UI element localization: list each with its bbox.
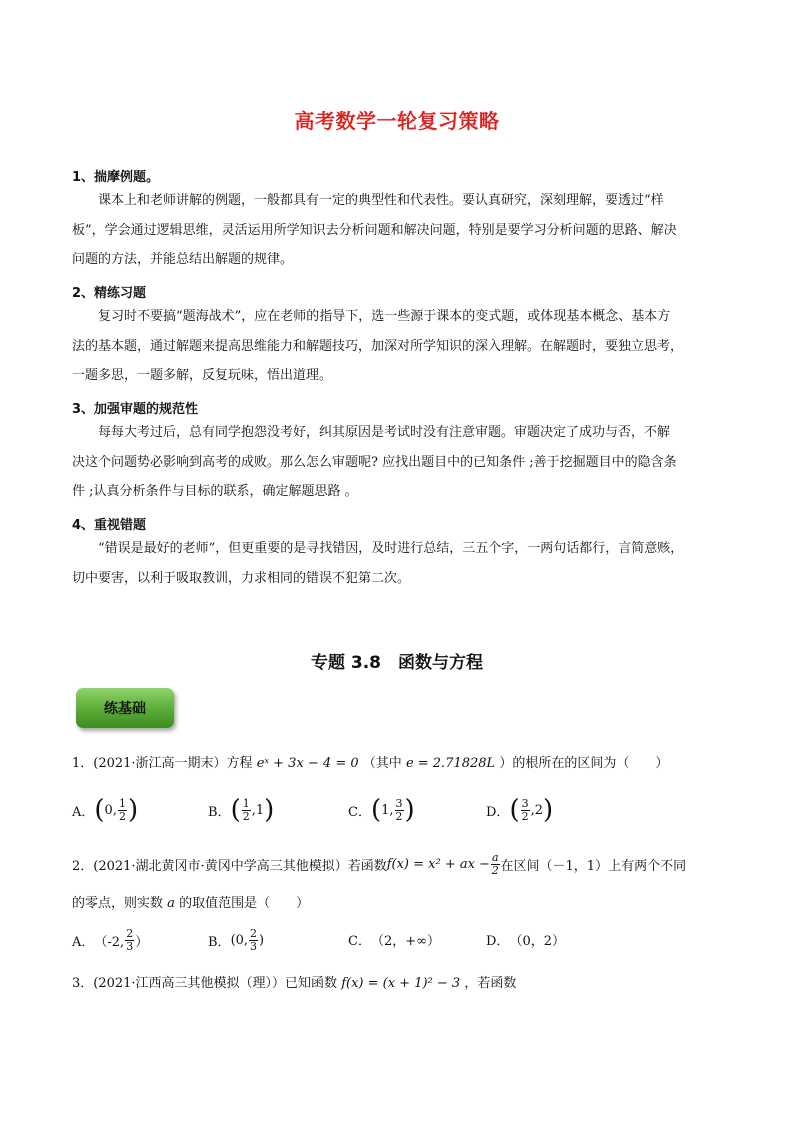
option-label: B．	[208, 804, 231, 820]
option-label: C．	[348, 804, 371, 820]
fraction-numerator: 1	[242, 796, 250, 810]
fraction	[242, 798, 251, 823]
paren-open: (	[94, 795, 105, 825]
question-text: ）的根所在的区间为（ ）	[499, 756, 669, 771]
equation: f(x) = x² + ax −	[386, 857, 490, 872]
badge-label: 练基础	[104, 701, 146, 717]
section-heading-1: 1、揣摩例题。	[72, 170, 160, 185]
paren-open: (	[509, 795, 520, 825]
option-text: )	[259, 933, 265, 948]
para-line: 件 ;认真分析条件与目标的联系，确定解题思路 。	[72, 484, 358, 499]
equation: e = 2.71828L	[405, 756, 496, 771]
interval-left: 0	[104, 802, 113, 818]
question-3	[72, 972, 732, 991]
question-text: ，若函数	[464, 976, 517, 991]
fraction-numerator: 2	[126, 927, 134, 940]
q1-option-a[interactable]: A． ( 0 , $\frac{1}{2}$ )	[72, 795, 139, 825]
option-text: （-2,	[94, 935, 125, 950]
paren-open: (	[370, 795, 382, 825]
interval-right: 2	[534, 802, 544, 818]
equation: eˣ + 3x − 4 = 0	[256, 756, 359, 771]
option-label: D．	[486, 804, 510, 820]
fraction-denominator: 2	[491, 864, 499, 877]
para-line: 复习时不要搞“题海战术”，应在老师的指导下，选一些源于课本的变式题，或体现基本概念、基本方	[98, 309, 671, 324]
question-2-line-2	[72, 892, 732, 911]
paren-open: (	[230, 795, 241, 825]
fraction-numerator: 3	[521, 796, 529, 810]
section-paragraph-3	[72, 418, 722, 507]
fraction-numerator: 3	[395, 796, 403, 810]
fraction-denominator: 2	[395, 809, 403, 823]
fraction	[125, 928, 134, 953]
paren-close: )	[543, 795, 554, 825]
para-line: 法的基本题，通过解题来提高思维能力和解题技巧，加深对所学知识的深入理解。在解题时，要独立思考，	[72, 338, 684, 354]
fraction-denominator: 2	[521, 809, 529, 823]
para-line: 课本上和老师讲解的例题，一般都具有一定的典型性和代表性。要认真研究，深刻理解，要透过“样	[98, 193, 664, 208]
option-label: C．	[348, 934, 371, 949]
fraction	[395, 798, 404, 823]
fraction-denominator: 3	[250, 940, 258, 953]
q2-option-a[interactable]	[72, 928, 148, 953]
variable: a	[167, 896, 175, 911]
section-paragraph-1	[72, 186, 722, 275]
option-text: （0，2）	[509, 934, 565, 949]
fraction	[521, 798, 530, 823]
paren-close: )	[127, 795, 139, 825]
para-line: 问题的方法，并能总结出解题的规律。	[72, 252, 294, 267]
section-heading-4: 4、重视错题	[72, 518, 147, 533]
para-line: 板”，学会通过逻辑思维，灵活运用所学知识去分析问题和解决问题，特别是要学习分析问题的思路、解决	[72, 222, 677, 238]
q2-option-c[interactable]	[348, 930, 440, 949]
question-2	[72, 852, 732, 877]
fraction	[249, 928, 258, 953]
option-label: D．	[486, 934, 510, 949]
fraction-numerator: a	[491, 851, 499, 864]
option-label: A．	[72, 804, 95, 820]
para-line: 切中要害，以利于吸取教训，力求相同的错误不犯第二次。	[72, 570, 411, 586]
question-text: （其中	[362, 756, 402, 771]
option-text: （2，+∞）	[370, 934, 440, 949]
option-text: (0,	[230, 933, 249, 948]
section-heading-2: 2、精练习题	[72, 286, 147, 301]
question-text: 在区间（－1，1）上有两个不同	[500, 859, 687, 874]
section-paragraph-4	[72, 534, 722, 593]
interval-right: 1	[255, 802, 265, 818]
question-text: 1．(2021·浙江高一期末）方程	[72, 756, 253, 771]
para-line: “错误是最好的老师”，但更重要的是寻找错因，及时进行总结，三五个字，一两句话都行，言简意赅，	[98, 541, 684, 556]
practice-badge	[76, 688, 174, 728]
question-text: 2．(2021·湖北黄冈市·黄冈中学高三其他模拟）若函数	[72, 859, 387, 874]
fraction-numerator: 1	[118, 796, 126, 810]
q1-option-d[interactable]: D． ( $\frac{3}{2}$ , 2 )	[486, 795, 554, 825]
para-line: 每每大考过后，总有同学抱怨没考好，纠其原因是考试时没有注意审题。审题决定了成功与否，不解	[98, 425, 671, 440]
question-text: 的取值范围是（ ）	[179, 896, 310, 911]
q2-option-d[interactable]	[486, 930, 565, 949]
q1-option-b[interactable]: B． ( $\frac{1}{2}$ , 1 )	[208, 795, 275, 825]
option-text: ）	[135, 935, 149, 950]
paren-close: )	[264, 795, 275, 825]
section-paragraph-2	[72, 302, 722, 391]
fraction-denominator: 2	[118, 809, 126, 823]
q2-option-b[interactable]	[208, 928, 264, 953]
interval-left: 1	[381, 802, 390, 818]
question-text: 3．(2021·江西高三其他模拟（理））已知函数	[72, 976, 338, 991]
fraction	[491, 852, 500, 877]
fraction-denominator: 2	[242, 809, 250, 823]
question-text: 的零点，则实数	[72, 896, 164, 911]
option-label: B．	[208, 935, 231, 950]
fraction	[118, 798, 127, 823]
page-title: 高考数学一轮复习策略	[294, 109, 500, 133]
option-label: A．	[72, 935, 95, 950]
para-line: 一题多思，一题多解，反复玩味，悟出道理。	[72, 368, 333, 383]
para-line: 决这个问题势必影响到高考的成败。那么怎么审题呢? 应找出题目中的已知条件 ;善于挖掘题目中的隐含条	[72, 454, 677, 470]
fraction-denominator: 3	[126, 940, 134, 953]
fraction-numerator: 2	[250, 927, 258, 940]
paren-close: )	[404, 795, 415, 825]
section-heading-3: 3、加强审题的规范性	[72, 402, 199, 417]
equation: f(x) = (x + 1)² − 3	[341, 976, 461, 991]
topic-heading: 专题 3.8 函数与方程	[310, 653, 484, 673]
question-1	[72, 752, 732, 771]
q1-option-c[interactable]: C． ( 1 , $\frac{3}{2}$ )	[348, 795, 415, 825]
